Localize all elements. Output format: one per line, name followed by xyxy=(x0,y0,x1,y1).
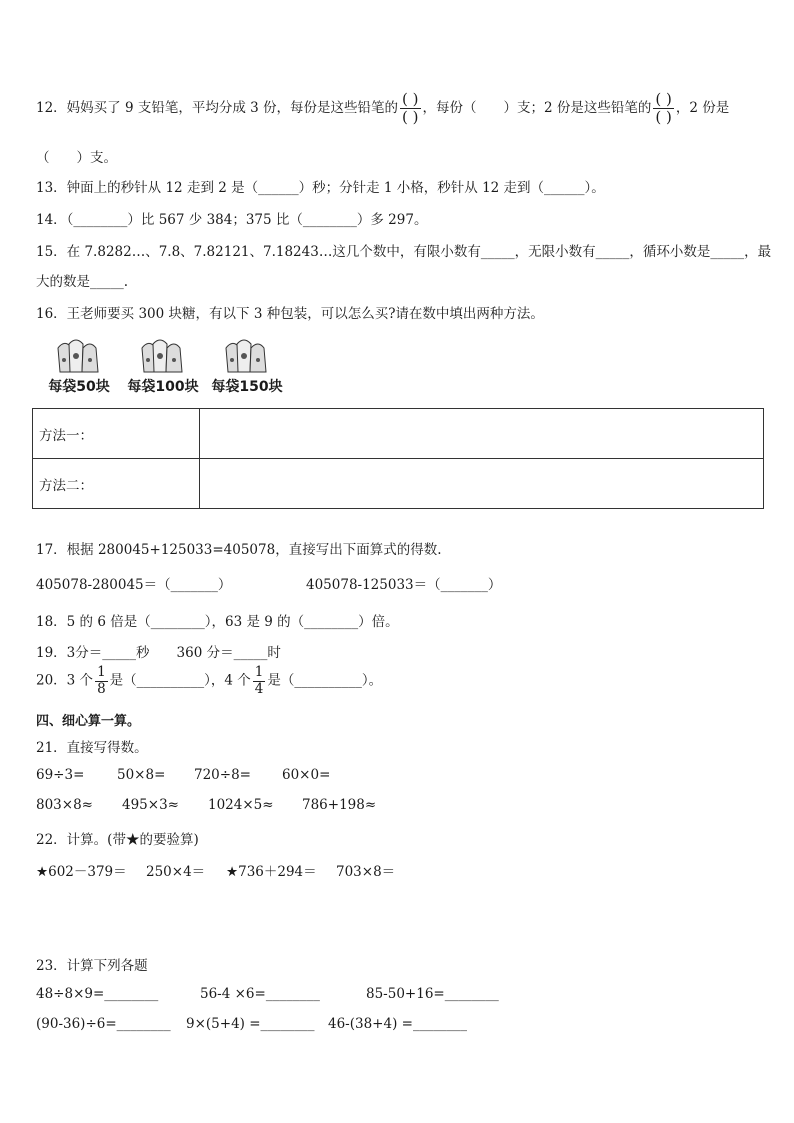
candy-bag-icon xyxy=(138,334,188,374)
q22-item: 250×4＝ xyxy=(146,864,206,880)
q17-expr2: 405078-125033＝（_______） xyxy=(306,577,502,593)
q23-item: (90-36)÷6=________ xyxy=(36,1016,171,1032)
q22-item: 703×8＝ xyxy=(336,864,396,880)
fraction-blank-2[interactable] xyxy=(653,92,673,125)
frac-den: 8 xyxy=(97,680,106,697)
q23-item: 56-4 ×6=________ xyxy=(200,986,320,1002)
q12-text-part3: ，2 份是 xyxy=(675,100,730,116)
q21-item: 1024×5≈ xyxy=(208,797,274,813)
bag-caption-50: 每袋50块 xyxy=(48,379,110,395)
q22-item: ★736＋294＝ xyxy=(226,864,317,880)
question-22-title: 22．计算。(带★的要验算) xyxy=(36,832,199,848)
q20-text-part1: 20．3 个 xyxy=(36,672,94,689)
q21-item: 786+198≈ xyxy=(302,797,377,813)
q23-item: 48÷8×9=________ xyxy=(36,986,159,1002)
question-15-line1: 15．在 7.8282…、7.8、7.82121、7.18243…这几个数中，有限小数有_____，无限小数有_____，循环小数是_____，最 xyxy=(36,244,772,260)
fraction-blank-1[interactable] xyxy=(400,92,420,125)
section-4-heading: 四、细心算一算。 xyxy=(36,714,141,729)
q21-item: 50×8= xyxy=(117,767,166,783)
bag-50 xyxy=(42,334,116,396)
method2-label: 方法二： xyxy=(33,459,200,509)
q23-item: 85-50+16=________ xyxy=(366,986,499,1002)
question-12-line1 xyxy=(36,92,729,125)
q22-item: ★602－379＝ xyxy=(36,864,127,880)
q20-text-part2: 是（__________），4 个 xyxy=(109,672,251,689)
question-13: 13．钟面上的秒针从 12 走到 2 是（______）秒；分针走 1 小格，秒针从 12 走到（______）。 xyxy=(36,180,605,196)
bag-caption-150: 每袋150块 xyxy=(211,379,283,395)
bag-100 xyxy=(126,334,200,396)
frac-den: 4 xyxy=(254,680,264,697)
q12-text-part2: ，每份（ ）支；2 份是这些铅笔的 xyxy=(422,100,652,116)
method1-label: 方法一： xyxy=(33,409,200,459)
question-21-title: 21．直接写得数。 xyxy=(36,740,148,756)
q20-text-part3: 是（__________）。 xyxy=(267,672,383,689)
q23-item: 46-(38+4) =________ xyxy=(328,1016,467,1032)
question-16: 16．王老师要买 300 块糖，有以下 3 种包装，可以怎么买?请在数中填出两种方法。 xyxy=(36,306,544,322)
bag-caption-100: 每袋100块 xyxy=(127,379,199,395)
frac-num: ( ) xyxy=(655,90,672,108)
candy-bag-icon xyxy=(222,334,272,374)
question-20 xyxy=(36,666,382,696)
question-14: 14．（________）比 567 少 384；375 比（________）多 297。 xyxy=(36,212,428,228)
question-17: 17．根据 280045+125033=405078，直接写出下面算式的得数. xyxy=(36,542,442,558)
question-23-title: 23．计算下列各题 xyxy=(36,958,148,974)
q21-item: 69÷3= xyxy=(36,767,85,783)
question-18: 18．5 的 6 倍是（________），63 是 9 的（________）倍。 xyxy=(36,614,399,630)
question-19: 19．3分＝_____秒 360 分＝_____时 xyxy=(36,645,281,661)
frac-den: ( ) xyxy=(655,108,672,126)
frac-den: ( ) xyxy=(402,108,419,126)
question-12-line2: （ ）支。 xyxy=(36,150,117,166)
fraction-one-quarter xyxy=(253,666,266,696)
method-row-2 xyxy=(33,459,764,509)
q12-text-part1: 12．妈妈买了 9 支铅笔，平均分成 3 份，每份是这些铅笔的 xyxy=(36,100,399,116)
q21-item: 60×0= xyxy=(282,767,331,783)
q21-item: 720÷8= xyxy=(194,767,251,783)
question-15-line2: 大的数是_____. xyxy=(36,274,129,290)
methods-table xyxy=(32,408,764,509)
candy-bags xyxy=(42,334,284,396)
frac-num: 1 xyxy=(254,664,264,680)
candy-bag-icon xyxy=(54,334,104,374)
frac-num: ( ) xyxy=(402,90,419,108)
method1-answer-cell[interactable] xyxy=(200,409,764,459)
method-row-1 xyxy=(33,409,764,459)
frac-num: 1 xyxy=(97,664,106,680)
bag-150 xyxy=(210,334,284,396)
fraction-one-eighth xyxy=(95,666,108,696)
q21-item: 803×8≈ xyxy=(36,797,93,813)
q17-expr1: 405078-280045＝（_______） xyxy=(36,577,232,593)
q23-item: 9×(5+4) =________ xyxy=(186,1016,315,1032)
method2-answer-cell[interactable] xyxy=(200,459,764,509)
q21-item: 495×3≈ xyxy=(122,797,179,813)
